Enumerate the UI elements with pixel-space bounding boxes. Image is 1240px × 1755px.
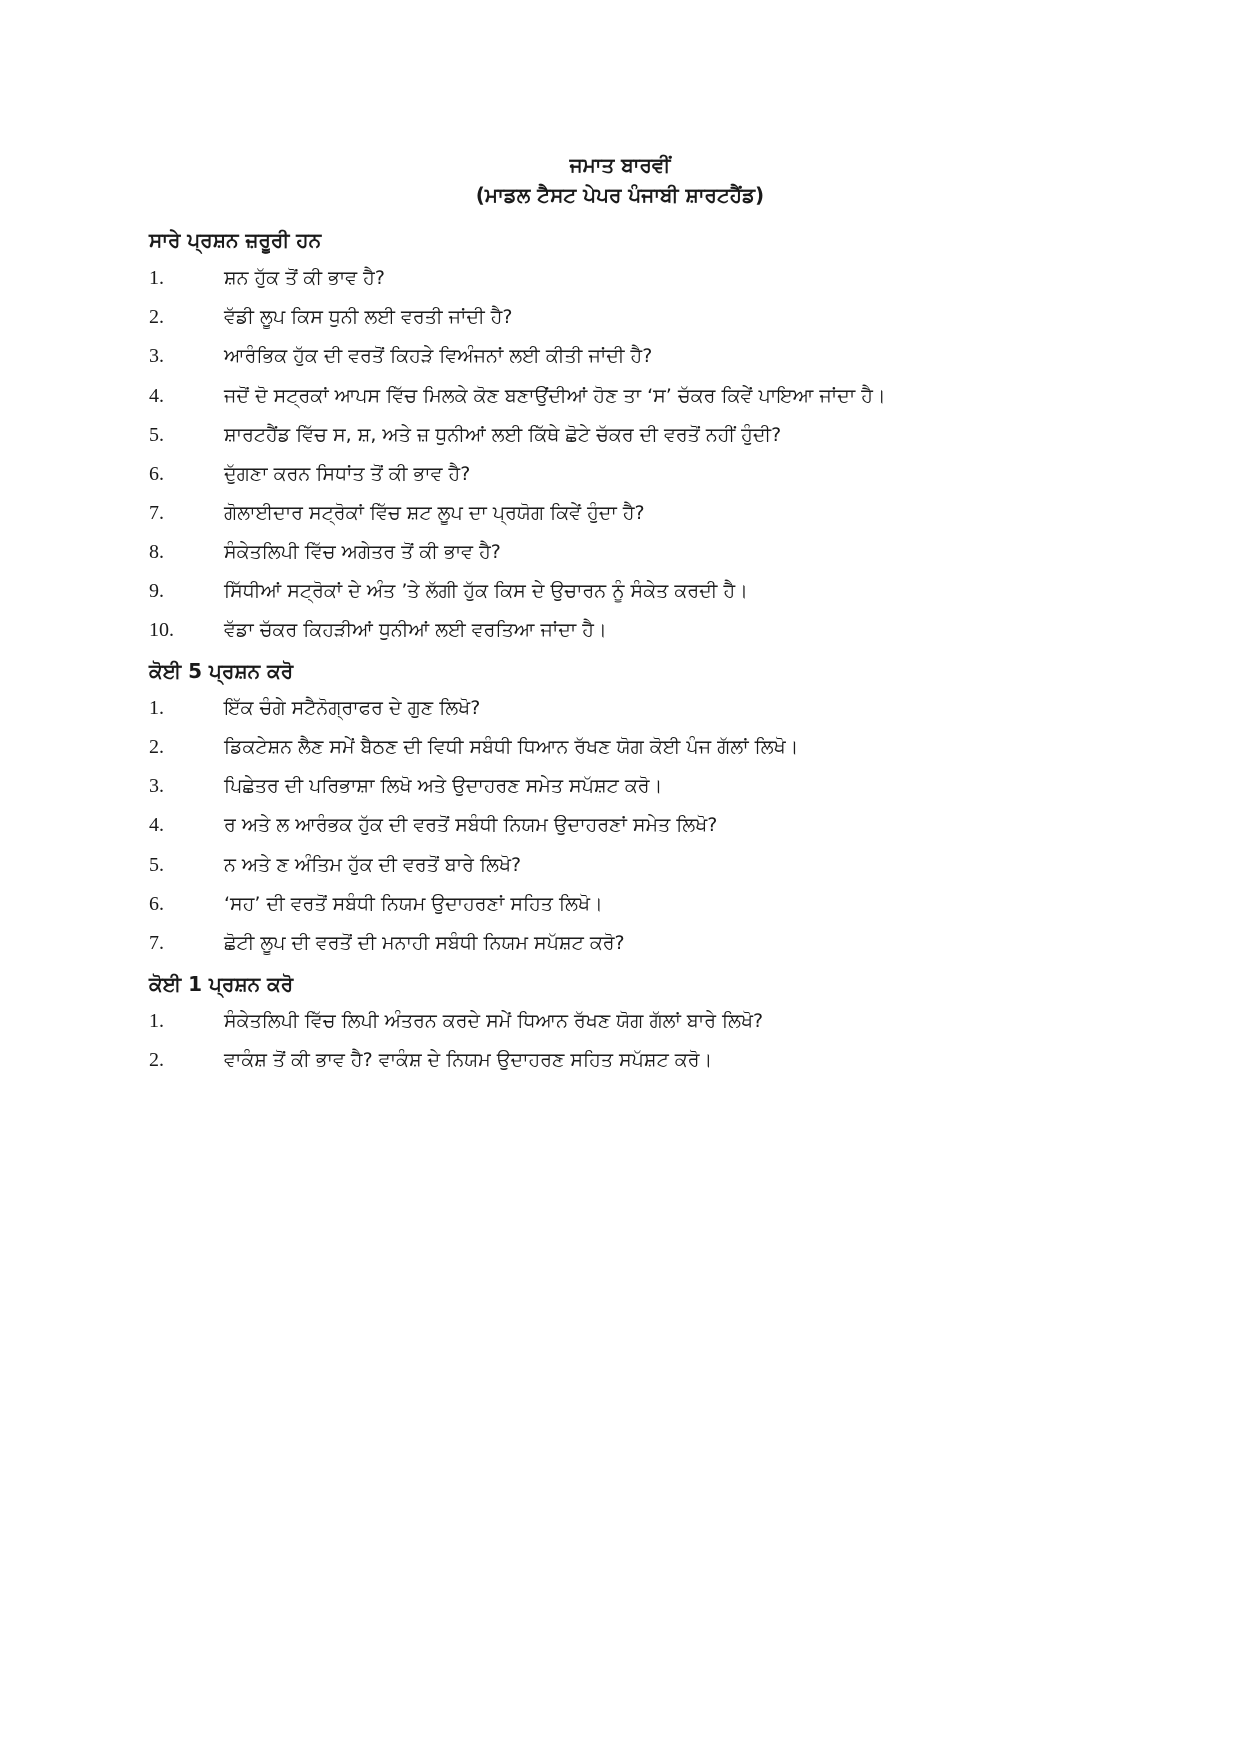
question-text: ਵੱਡੀ ਲੂਪ ਕਿਸ ਧੁਨੀ ਲਈ ਵਰਤੀ ਜਾਂਦੀ ਹੈ? [224,306,513,328]
question-text: ਸੰਕੇਤਲਿਪੀ ਵਿੱਚ ਅਗੇਤਰ ਤੋਂ ਕੀ ਭਾਵ ਹੈ? [224,541,501,563]
question-text: ਵੱਡਾ ਚੱਕਰ ਕਿਹੜੀਆਂ ਧੁਨੀਆਂ ਲਈ ਵਰਤਿਆ ਜਾਂਦਾ ਹੈ। [224,619,607,641]
question-item [149,458,1189,490]
question-text: ਰ ਅਤੇ ਲ ਆਰੰਭਕ ਹੁੱਕ ਦੀ ਵਰਤੋਂ ਸਬੰਧੀ ਨਿਯਮ ਉਦਾਹਰਣਾਂ ਸਮੇਤ ਲਿਖੋ? [224,814,718,836]
question-item [149,1005,1189,1037]
question-item [149,731,1189,763]
question-number: 3. [149,775,164,797]
question-text: ਵਾਕੰਸ਼ ਤੋਂ ਕੀ ਭਾਵ ਹੈ? ਵਾਕੰਸ਼ ਦੇ ਨਿਯਮ ਉਦਾਹਰਣ ਸਹਿਤ ਸਪੱਸ਼ਟ ਕਰੋ। [224,1049,713,1071]
question-item [149,262,1189,294]
question-text: ਗੋਲਾਈਦਾਰ ਸਟ੍ਰੋਕਾਂ ਵਿੱਚ ਸ਼ਟ ਲੂਪ ਦਾ ਪ੍ਰਯੋਗ ਕਿਵੇਂ ਹੁੰਦਾ ਹੈ? [224,502,645,524]
question-number: 2. [149,1049,164,1071]
question-number: 1. [149,267,164,289]
question-number: 4. [149,814,164,836]
question-item [149,849,1189,881]
question-text: ਇੱਕ ਚੰਗੇ ਸਟੈਨੋਗ੍ਰਾਫਰ ਦੇ ਗੁਣ ਲਿਖੋ? [224,697,481,719]
question-text: ਸੰਕੇਤਲਿਪੀ ਵਿੱਚ ਲਿਪੀ ਅੰਤਰਨ ਕਰਦੇ ਸਮੇਂ ਧਿਆਨ ਰੱਖਣ ਯੋਗ ਗੱਲਾਂ ਬਾਰੇ ਲਿਖੋ? [224,1010,764,1032]
question-number: 2. [149,736,164,758]
question-text: ਦੁੱਗਣਾ ਕਰਨ ਸਿਧਾਂਤ ਤੋਂ ਕੀ ਭਾਵ ਹੈ? [224,463,471,485]
title-block [0,150,1240,210]
question-item [149,888,1189,920]
question-number: 2. [149,306,164,328]
question-number: 7. [149,502,164,524]
question-number: 8. [149,541,164,563]
question-number: 1. [149,697,164,719]
question-number: 3. [149,345,164,367]
question-number: 6. [149,893,164,915]
question-item [149,1044,1189,1076]
page-subtitle: (ਮਾਡਲ ਟੈਸਟ ਪੇਪਰ ਪੰਜਾਬੀ ਸ਼ਾਰਟਹੈਂਡ) [475,183,765,207]
question-number: 6. [149,463,164,485]
question-item [149,301,1189,333]
question-item [149,614,1189,646]
question-item [149,927,1189,959]
question-item [149,497,1189,529]
question-number: 9. [149,580,164,602]
question-text: ਨ ਅਤੇ ਣ ਅੰਤਿਮ ਹੁੱਕ ਦੀ ਵਰਤੋਂ ਬਾਰੇ ਲਿਖੋ? [224,854,522,876]
question-item [149,419,1189,451]
page-title: ਜਮਾਤ ਬਾਰਵੀਂ [569,153,671,177]
question-number: 5. [149,854,164,876]
question-text: ਡਿਕਟੇਸ਼ਨ ਲੈਣ ਸਮੇਂ ਬੈਠਣ ਦੀ ਵਿਧੀ ਸਬੰਧੀ ਧਿਆਨ ਰੱਖਣ ਯੋਗ ਕੋਈ ਪੰਜ ਗੱਲਾਂ ਲਿਖੋ। [224,736,799,758]
question-number: 1. [149,1010,164,1032]
question-text: ਜਦੋਂ ਦੋ ਸਟ੍ਰਕਾਂ ਆਪਸ ਵਿੱਚ ਮਿਲਕੇ ਕੋਣ ਬਣਾਉਂਦੀਆਂ ਹੋਣ ਤਾ ‘ਸ’ ਚੱਕਰ ਕਿਵੇਂ ਪਾਇਆ ਜਾਂਦਾ ਹੈ। [224,385,886,407]
question-item [149,380,1189,412]
question-text: ਆਰੰਭਿਕ ਹੁੱਕ ਦੀ ਵਰਤੋਂ ਕਿਹੜੇ ਵਿਅੰਜਨਾਂ ਲਈ ਕੀਤੀ ਜਾਂਦੀ ਹੈ? [224,345,653,367]
question-number: 4. [149,385,164,407]
question-item [149,340,1189,372]
section-heading: ਕੋਈ 5 ਪ੍ਰਸ਼ਨ ਕਰੋ [149,659,294,683]
question-number: 7. [149,932,164,954]
question-item [149,575,1189,607]
question-text: ਸ਼ਨ ਹੁੱਕ ਤੋਂ ਕੀ ਭਾਵ ਹੈ? [224,267,385,289]
question-item [149,809,1189,841]
question-item [149,692,1189,724]
question-number: 10. [149,619,174,641]
question-text: ਸਿੱਧੀਆਂ ਸਟ੍ਰੋਕਾਂ ਦੇ ਅੰਤ ’ਤੇ ਲੱਗੀ ਹੁੱਕ ਕਿਸ ਦੇ ਉਚਾਰਨ ਨੂੰ ਸੰਕੇਤ ਕਰਦੀ ਹੈ। [224,580,748,602]
question-item [149,536,1189,568]
section-heading: ਸਾਰੇ ਪ੍ਰਸ਼ਨ ਜ਼ਰੂਰੀ ਹਨ [149,228,322,252]
question-text: ਪਿਛੇਤਰ ਦੀ ਪਰਿਭਾਸ਼ਾ ਲਿਖੋ ਅਤੇ ਉਦਾਹਰਣ ਸਮੇਤ ਸਪੱਸ਼ਟ ਕਰੋ। [224,775,663,797]
question-item [149,770,1189,802]
question-number: 5. [149,424,164,446]
question-text: ਛੋਟੀ ਲੂਪ ਦੀ ਵਰਤੋਂ ਦੀ ਮਨਾਹੀ ਸਬੰਧੀ ਨਿਯਮ ਸਪੱਸ਼ਟ ਕਰੋ? [224,932,625,954]
question-text: ‘ਸਹ’ ਦੀ ਵਰਤੋਂ ਸਬੰਧੀ ਨਿਯਮ ਉਦਾਹਰਣਾਂ ਸਹਿਤ ਲਿਖੋ। [224,893,603,915]
question-text: ਸ਼ਾਰਟਹੈਂਡ ਵਿੱਚ ਸ, ਸ਼, ਅਤੇ ਜ਼ ਧੁਨੀਆਂ ਲਈ ਕਿੱਥੇ ਛੋਟੇ ਚੱਕਰ ਦੀ ਵਰਤੋਂ ਨਹੀਂ ਹੁੰਦੀ? [224,424,782,446]
section-heading: ਕੋਈ 1 ਪ੍ਰਸ਼ਨ ਕਰੋ [149,972,294,996]
